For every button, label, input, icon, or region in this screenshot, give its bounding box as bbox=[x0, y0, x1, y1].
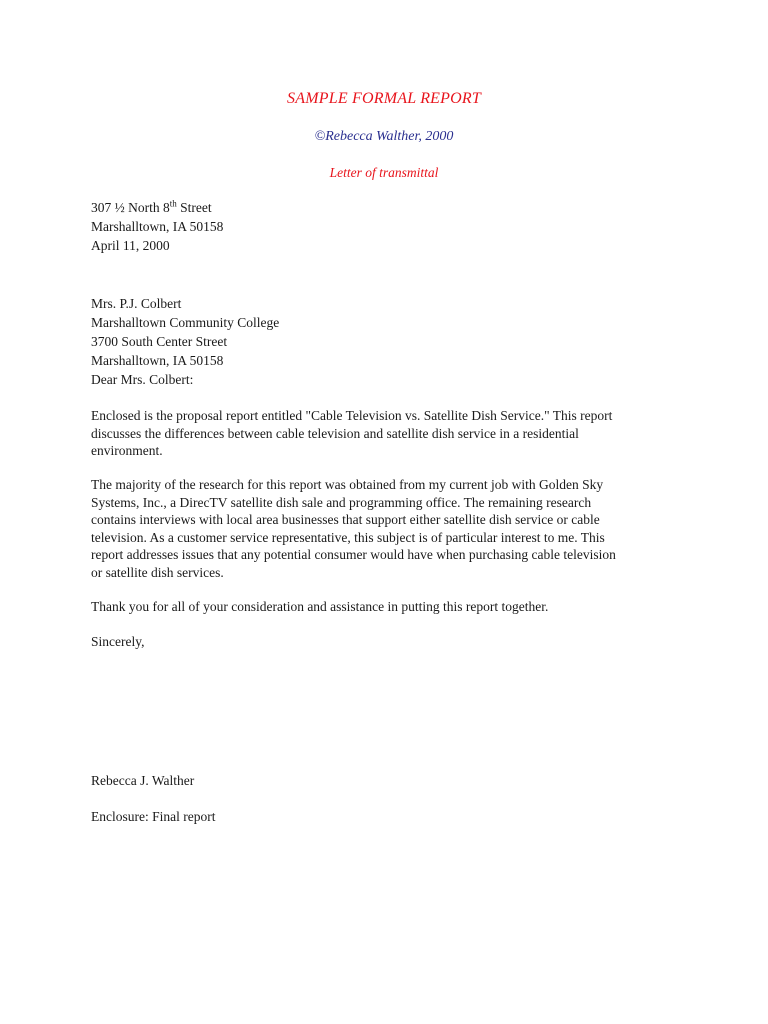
paragraph-line: discusses the differences between cable television and satellite dish service in a residential bbox=[91, 425, 579, 441]
letter-date: April 11, 2000 bbox=[91, 238, 170, 253]
paragraph-line: environment. bbox=[91, 443, 163, 458]
paragraph-line: Thank you for all of your consideration and assistance in putting this report together. bbox=[91, 599, 549, 614]
enclosure-text: Enclosure: Final report bbox=[91, 809, 216, 824]
enclosure-note bbox=[91, 808, 691, 826]
paragraph-line: Systems, Inc., a DirecTV satellite dish sale and programming office. The remaining research bbox=[91, 494, 592, 510]
salutation: Dear Mrs. Colbert: bbox=[91, 372, 194, 387]
copyright-line: ©Rebecca Walther, 2000 bbox=[314, 129, 454, 144]
sender-street bbox=[91, 198, 691, 217]
sender-street-suffix: Street bbox=[176, 200, 212, 215]
body-paragraph-3 bbox=[91, 598, 691, 616]
sender-address bbox=[91, 198, 691, 255]
recipient-street: 3700 South Center Street bbox=[91, 334, 228, 349]
paragraph-line: or satellite dish services. bbox=[91, 564, 224, 580]
report-title: SAMPLE FORMAL REPORT bbox=[287, 90, 481, 107]
body-paragraph-2 bbox=[91, 476, 691, 581]
recipient-address bbox=[91, 294, 691, 389]
sender-street-superscript: th bbox=[169, 198, 177, 209]
paragraph-line: The majority of the research for this report was obtained from my current job with Golden Sky bbox=[91, 477, 604, 492]
paragraph-line: television. As a customer service representative, this subject is of particular interest to me. This bbox=[91, 529, 605, 545]
paragraph-line: Enclosed is the proposal report entitled "Cable Television vs. Satellite Dish Service." This report bbox=[91, 408, 613, 423]
valediction bbox=[91, 633, 691, 651]
sender-street-prefix: 307 ½ North 8 bbox=[91, 200, 170, 215]
recipient-name: Mrs. P.J. Colbert bbox=[91, 296, 182, 311]
valediction-text: Sincerely, bbox=[91, 634, 145, 649]
paragraph-line: report addresses issues that any potential consumer would have when purchasing cable television bbox=[91, 547, 616, 562]
signature-name: Rebecca J. Walther bbox=[91, 773, 195, 788]
recipient-city: Marshalltown, IA 50158 bbox=[91, 353, 224, 368]
section-subtitle: Letter of transmittal bbox=[329, 165, 439, 180]
paragraph-line: contains interviews with local area businesses that support either satellite dish service or cable bbox=[91, 512, 600, 527]
body-paragraph-1 bbox=[91, 407, 691, 460]
signature-block bbox=[91, 772, 691, 790]
recipient-organization: Marshalltown Community College bbox=[91, 315, 280, 330]
sender-city: Marshalltown, IA 50158 bbox=[91, 219, 224, 234]
